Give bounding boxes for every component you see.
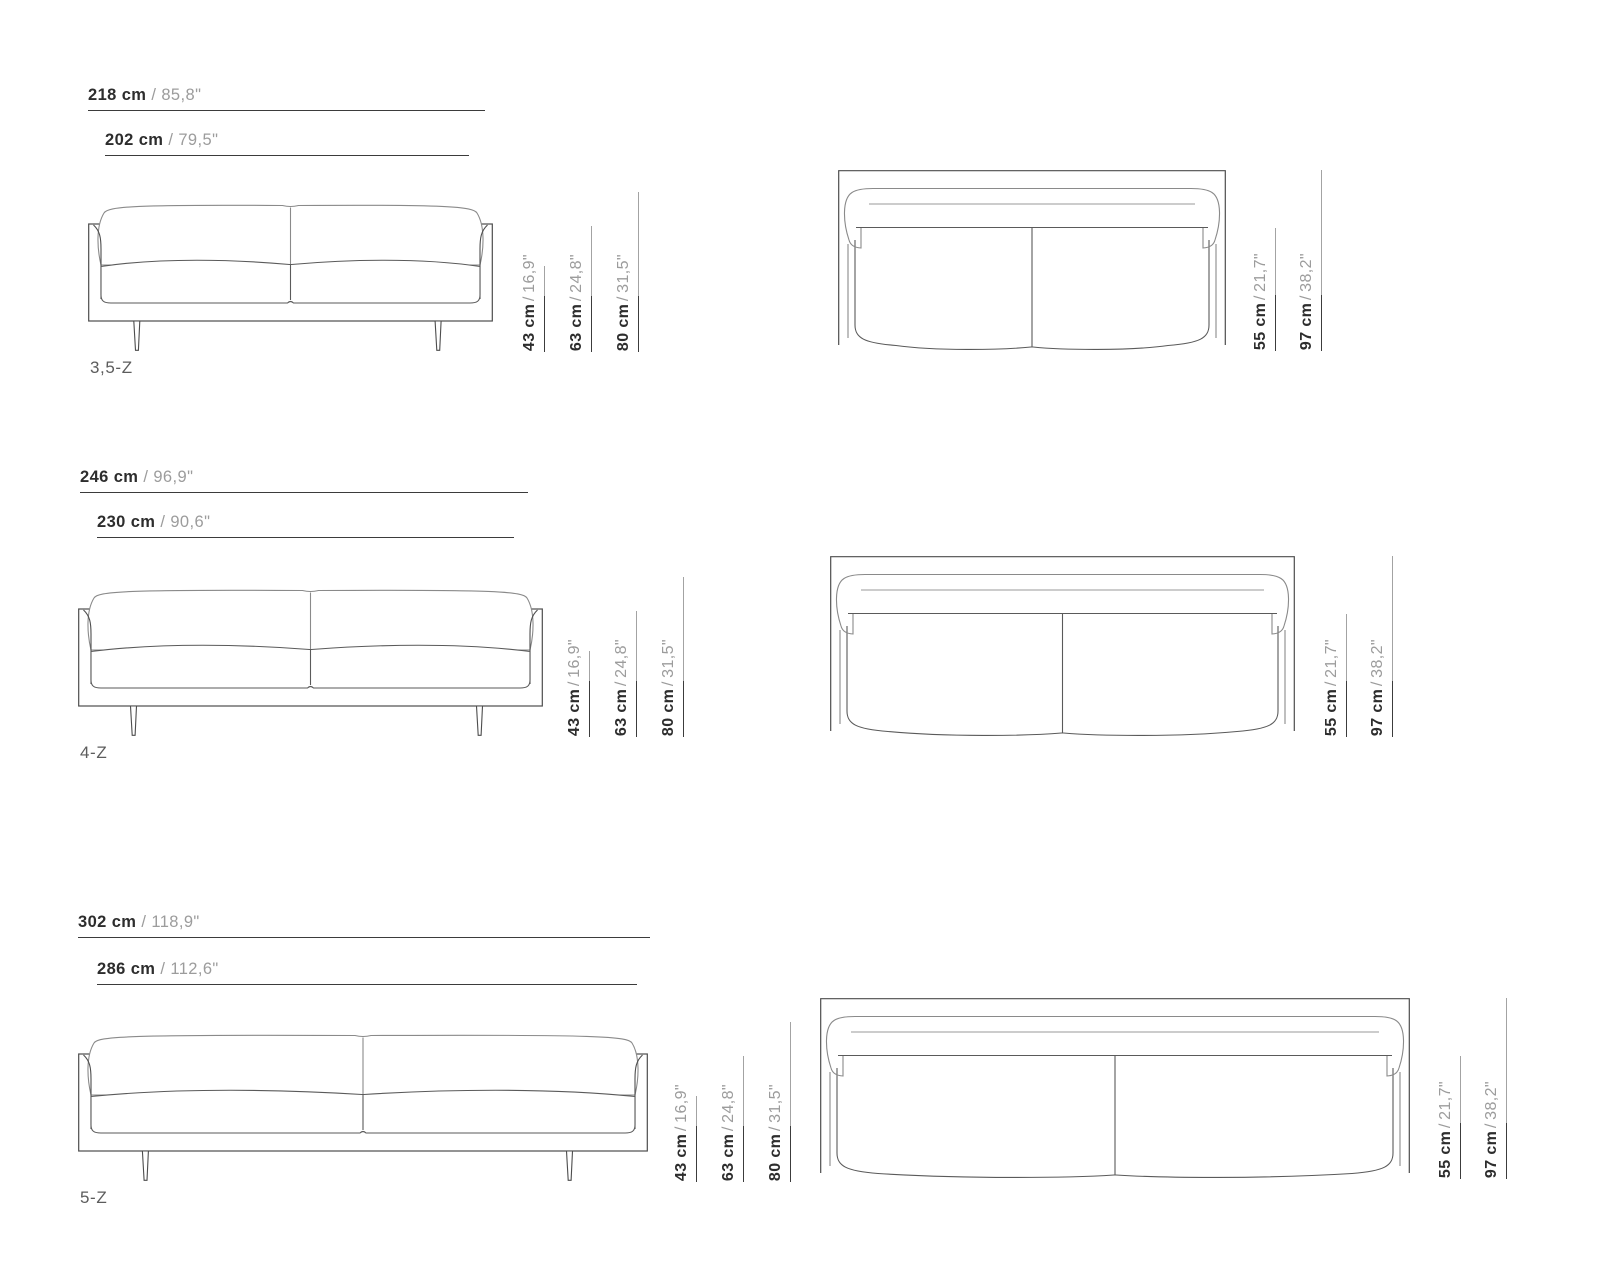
- dimension-label: [613, 639, 631, 736]
- dimension-line: [80, 492, 528, 493]
- dimension-separator: /: [1369, 680, 1386, 686]
- dimension-line: [97, 537, 514, 538]
- dimension-value-inches: 38,2": [1369, 638, 1386, 678]
- dimension-label: [615, 254, 633, 351]
- seat-depth-dimension: [1431, 964, 1461, 1179]
- sofa-front-view: [78, 1032, 648, 1182]
- dimension-separator: /: [615, 295, 632, 301]
- dimension-line: [1460, 1056, 1461, 1179]
- seat-depth-dimension: [1246, 136, 1276, 351]
- dimension-value-inches: 24,8": [568, 253, 585, 293]
- dimension-label: [566, 639, 584, 736]
- sofa-top-view: [838, 170, 1226, 356]
- dimension-separator: /: [143, 468, 149, 486]
- dimension-value-cm: 55 cm: [1252, 302, 1269, 350]
- overall-width-dimension: [80, 467, 528, 493]
- dimension-value-cm: 302 cm: [78, 913, 137, 931]
- armrest-height-dimension: [562, 137, 592, 352]
- dimension-value-inches: 21,7": [1323, 638, 1340, 678]
- dimension-value-inches: 16,9": [521, 253, 538, 293]
- dimension-separator: /: [568, 295, 585, 301]
- back-height-dimension: [654, 522, 684, 737]
- dimension-line: [105, 155, 469, 156]
- dimension-line: [88, 110, 485, 111]
- dimension-label: [97, 512, 514, 533]
- dimension-value-inches: 31,5": [767, 1083, 784, 1123]
- dimension-separator: /: [160, 513, 166, 531]
- dimension-value-cm: 80 cm: [615, 303, 632, 351]
- dimension-label: [1252, 253, 1270, 350]
- dimension-value-cm: 246 cm: [80, 468, 139, 486]
- dimension-value-inches: 31,5": [615, 253, 632, 293]
- dimension-value-cm: 97 cm: [1483, 1130, 1500, 1178]
- dimension-line: [591, 226, 592, 352]
- dimension-label: [521, 254, 539, 351]
- dimension-value-inches: 90,6": [170, 513, 211, 531]
- dimension-label: [1298, 253, 1316, 350]
- dimension-label: [97, 959, 637, 980]
- dimension-separator: /: [566, 680, 583, 686]
- dimension-line: [743, 1056, 744, 1182]
- dimension-separator: /: [767, 1125, 784, 1131]
- dimension-line: [638, 192, 639, 352]
- seat-height-dimension: [560, 522, 590, 737]
- dimension-value-inches: 96,9": [153, 468, 194, 486]
- dimension-value-cm: 97 cm: [1369, 688, 1386, 736]
- dimension-value-cm: 63 cm: [568, 303, 585, 351]
- model-label: 4-Z: [80, 743, 108, 762]
- dimension-value-cm: 230 cm: [97, 513, 156, 531]
- dimension-label: [1323, 639, 1341, 736]
- dimension-line: [1506, 998, 1507, 1179]
- dimension-line: [97, 984, 637, 985]
- dimension-line: [544, 266, 545, 352]
- dimension-label: [78, 912, 650, 933]
- back-height-dimension: [761, 967, 791, 1182]
- sofa-top-view: [820, 998, 1410, 1184]
- seat-width-dimension: [97, 959, 637, 985]
- dimension-line: [683, 577, 684, 737]
- dimension-value-inches: 21,7": [1252, 252, 1269, 292]
- dimension-label: [1437, 1081, 1455, 1178]
- dimension-label: [720, 1084, 738, 1181]
- dimension-value-cm: 80 cm: [660, 688, 677, 736]
- dimension-label: [88, 85, 485, 106]
- sofa-top-view: [830, 556, 1295, 742]
- dimension-separator: /: [720, 1125, 737, 1131]
- dimension-value-cm: 202 cm: [105, 131, 164, 149]
- dimension-separator: /: [1252, 294, 1269, 300]
- dimension-value-cm: 55 cm: [1437, 1130, 1454, 1178]
- model-label: 5-Z: [80, 1188, 108, 1207]
- overall-depth-dimension: [1292, 136, 1322, 351]
- dimension-line: [589, 651, 590, 737]
- dimension-label: [80, 467, 528, 488]
- dimension-label: [568, 254, 586, 351]
- seat-width-dimension: [105, 130, 469, 156]
- dimension-separator: /: [660, 680, 677, 686]
- dimension-separator: /: [1483, 1122, 1500, 1128]
- dimension-separator: /: [613, 680, 630, 686]
- seat-height-dimension: [667, 967, 697, 1182]
- dimension-value-inches: 16,9": [566, 638, 583, 678]
- seat-height-dimension: [515, 137, 545, 352]
- overall-depth-dimension: [1363, 522, 1393, 737]
- overall-width-dimension: [78, 912, 650, 938]
- dimension-separator: /: [168, 131, 174, 149]
- dimension-separator: /: [160, 960, 166, 978]
- dimension-label: [673, 1084, 691, 1181]
- dimension-separator: /: [1323, 680, 1340, 686]
- dimension-line: [790, 1022, 791, 1182]
- dimension-value-cm: 80 cm: [767, 1133, 784, 1181]
- dimension-separator: /: [1437, 1122, 1454, 1128]
- dimension-line: [1321, 170, 1322, 351]
- overall-width-dimension: [88, 85, 485, 111]
- dimension-value-inches: 85,8": [161, 86, 202, 104]
- dimension-separator: /: [141, 913, 147, 931]
- dimension-value-inches: 31,5": [660, 638, 677, 678]
- dimension-value-cm: 43 cm: [521, 303, 538, 351]
- dimension-line: [1275, 228, 1276, 351]
- dimension-separator: /: [1298, 294, 1315, 300]
- dimension-line: [696, 1096, 697, 1182]
- dimension-value-cm: 43 cm: [673, 1133, 690, 1181]
- dimension-label: [1483, 1081, 1501, 1178]
- armrest-height-dimension: [607, 522, 637, 737]
- dimension-label: [660, 639, 678, 736]
- seat-depth-dimension: [1317, 522, 1347, 737]
- dimension-value-cm: 43 cm: [566, 688, 583, 736]
- dimension-value-inches: 24,8": [720, 1083, 737, 1123]
- model-label: 3,5-Z: [90, 358, 133, 377]
- dimension-value-inches: 16,9": [673, 1083, 690, 1123]
- dimension-separator: /: [151, 86, 157, 104]
- dimension-label: [105, 130, 469, 151]
- back-height-dimension: [609, 137, 639, 352]
- dimension-line: [1392, 556, 1393, 737]
- sofa-front-view: [78, 587, 543, 737]
- dimension-value-inches: 118,9": [151, 913, 200, 931]
- dimension-value-inches: 79,5": [178, 131, 219, 149]
- dimension-separator: /: [673, 1125, 690, 1131]
- dimension-line: [1346, 614, 1347, 737]
- dimension-line: [78, 937, 650, 938]
- dimension-label: [1369, 639, 1387, 736]
- dimension-separator: /: [521, 295, 538, 301]
- sofa-front-view: [88, 202, 493, 352]
- dimension-value-cm: 63 cm: [613, 688, 630, 736]
- dimension-value-cm: 55 cm: [1323, 688, 1340, 736]
- seat-width-dimension: [97, 512, 514, 538]
- dimension-value-cm: 218 cm: [88, 86, 147, 104]
- dimension-value-inches: 21,7": [1437, 1080, 1454, 1120]
- dimension-value-inches: 24,8": [613, 638, 630, 678]
- dimension-label: [767, 1084, 785, 1181]
- dimension-value-inches: 38,2": [1483, 1080, 1500, 1120]
- armrest-height-dimension: [714, 967, 744, 1182]
- dimension-value-cm: 97 cm: [1298, 302, 1315, 350]
- overall-depth-dimension: [1477, 964, 1507, 1179]
- dimension-line: [636, 611, 637, 737]
- dimension-value-inches: 112,6": [170, 960, 219, 978]
- dimension-value-inches: 38,2": [1298, 252, 1315, 292]
- dimension-value-cm: 286 cm: [97, 960, 156, 978]
- dimension-value-cm: 63 cm: [720, 1133, 737, 1181]
